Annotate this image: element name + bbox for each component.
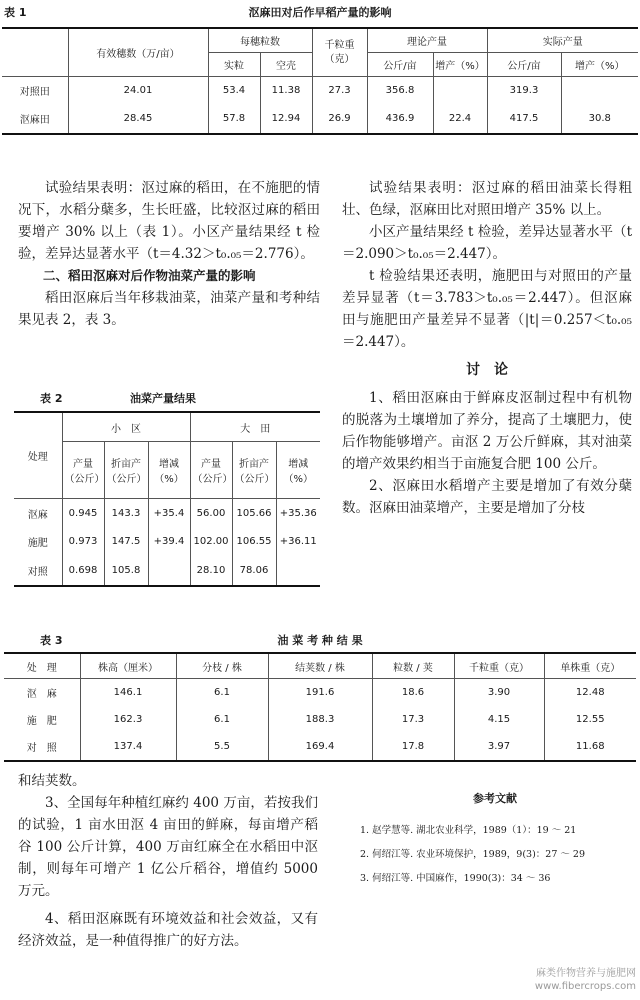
cell: 147.5 — [104, 527, 148, 555]
cell: 0.973 — [62, 527, 104, 555]
section-heading: 二、稻田沤麻对后作物油菜产量的影响 — [43, 268, 256, 283]
cell: 26.9 — [312, 103, 367, 134]
cell: 11.68 — [575, 741, 605, 752]
cell: 53.4 — [208, 77, 260, 104]
table1-header-actual: 实际产量 — [487, 28, 638, 53]
cell: 24.01 — [68, 77, 208, 104]
cell: 417.5 — [487, 103, 561, 134]
cell: 11.38 — [260, 77, 312, 104]
table-row — [2, 77, 638, 104]
left-column — [18, 177, 320, 331]
table3-header: 株高（厘米） — [80, 653, 176, 679]
cell: 12.94 — [260, 103, 312, 134]
table2-label: 表 2 — [40, 392, 63, 405]
ttest-paragraph: t 检验结果还表明，施肥田与对照田的产量差异显著（t＝3.783＞t₀.₀₅＝2.447）。但沤麻田与施肥田产量差异不显著（|t|＝0.257＜t₀.₀₅＝2.447）。 — [342, 268, 632, 350]
cell: 6.1 — [176, 706, 268, 733]
table3-header: 千粒重（克） — [454, 653, 544, 679]
table1-header-kgw: 千粒重 （克） — [312, 28, 367, 77]
cell: 0.945 — [62, 499, 104, 528]
cell: 188.3 — [268, 706, 372, 733]
cell: 28.10 — [190, 555, 232, 586]
table-row — [14, 527, 320, 555]
table2-col-header: 增减（%） — [283, 459, 313, 485]
discussion-item: 2、沤麻田水稻增产主要是增加了有效分蘖数。沤麻田油菜增产，主要是增加了分枝 — [342, 478, 632, 516]
row-label: 对照田 — [2, 77, 68, 104]
reference-item: 2. 何绍江等. 农业环境保护，1989，9(3)：27 ～ 29 — [360, 849, 586, 860]
table3-header: 单株重（克） — [560, 662, 621, 674]
table2-title: 油菜产量结果 — [130, 392, 196, 405]
table3-header: 结荚数 / 株 — [268, 653, 372, 679]
cell: 3.97 — [454, 733, 544, 761]
cell: 319.3 — [487, 77, 561, 104]
table1-corner — [2, 28, 68, 77]
cell — [433, 77, 487, 104]
table1 — [2, 27, 638, 135]
cell: 28.45 — [68, 103, 208, 134]
cell: +35.36 — [279, 507, 317, 519]
table3-header: 处 理 — [4, 653, 80, 679]
reference-item: 1. 赵学慧等. 湖北农业科学，1989（1）：19 ～ 21 — [360, 825, 577, 836]
table2-col-header: 产量（公斤） — [190, 442, 232, 499]
result-paragraph: 试验结果表明：沤过麻的稻田，在不施肥的情况下，水稻分蘖多，生长旺盛，比较沤过麻的稻田要增产 30% 以上（表 1）。小区产量结果经 t 检验，差异达显著水平（t＝4.32＞t₀.₀₅＝2.776）。 — [18, 180, 320, 262]
table1-header-grains: 每穗粒数 — [208, 28, 312, 53]
table-row — [14, 499, 320, 528]
table2-group-plot: 小 区 — [62, 412, 190, 442]
cell: 162.3 — [80, 706, 176, 733]
row-label: 施 肥 — [4, 706, 80, 733]
discussion-item: 1、稻田沤麻由于鲜麻皮沤制过程中有机物的脱落为土壤增加了养分，提高了土壤肥力，使后作物能够增产。亩沤 2 万公斤鲜麻，其对油菜的增产效果约相当于亩施复合肥 100 公斤。 — [342, 390, 632, 472]
cell: 4.15 — [454, 706, 544, 733]
table1-header-panicles: 有效穗数（万/亩） — [68, 28, 208, 77]
cell: 17.3 — [372, 706, 454, 733]
cell: 0.698 — [62, 555, 104, 586]
cell — [276, 555, 320, 586]
watermark-line: 麻类作物营养与施肥网 — [536, 968, 636, 979]
table2-col-header: 折亩产（公斤） — [104, 442, 148, 499]
references-heading: 参考文献 — [473, 792, 517, 805]
row-label: 施肥 — [14, 527, 62, 555]
cell: 78.06 — [232, 555, 276, 586]
table3-label: 表 3 — [40, 634, 63, 647]
table2-col-header: 折亩产（公斤） — [232, 442, 276, 499]
cell: 356.8 — [367, 77, 433, 104]
cell: 102.00 — [190, 527, 232, 555]
intro-paragraph: 稻田沤麻后当年移栽油菜，油菜产量和考种结果见表 2，表 3。 — [18, 290, 320, 328]
cell: 169.4 — [268, 733, 372, 761]
continuation-text: 和结荚数。 — [18, 773, 86, 789]
table3 — [4, 652, 636, 762]
cell: 3.90 — [454, 679, 544, 707]
cell — [561, 77, 638, 104]
table1-header-empty: 空壳 — [260, 53, 312, 77]
cell: +35.4 — [148, 499, 190, 528]
cell: 12.55 — [575, 714, 605, 725]
cell: 57.8 — [208, 103, 260, 134]
cell: 22.4 — [433, 103, 487, 134]
cell: 106.55 — [232, 527, 276, 555]
references — [360, 790, 630, 884]
row-label: 对照 — [14, 555, 62, 586]
cell: 17.8 — [372, 733, 454, 761]
table3-header: 分枝 / 株 — [176, 653, 268, 679]
ttest-paragraph: 小区产量结果经 t 检验，差异达显著水平（t＝2.090＞t₀.₀₅＝2.447）。 — [342, 224, 632, 262]
table1-header-actual-yield: 公斤/亩 — [487, 53, 561, 77]
row-label: 沤麻田 — [2, 103, 68, 134]
result-paragraph: 试验结果表明：沤过麻的稻田油菜长得粗壮、色绿，沤麻田比对照田增产 35% 以上。 — [342, 180, 632, 218]
table1-header-theory: 理论产量 — [367, 28, 487, 53]
discussion-heading: 讨 论 — [466, 362, 508, 378]
table2 — [14, 411, 320, 587]
cell — [148, 555, 190, 586]
bottom-left-column — [18, 770, 318, 952]
table2-col-header: 产量（公斤） — [62, 442, 104, 499]
table-row — [4, 679, 636, 707]
cell: 27.3 — [312, 77, 367, 104]
cell: 18.6 — [372, 679, 454, 707]
cell: 5.5 — [176, 733, 268, 761]
row-label: 对 照 — [4, 733, 80, 761]
table2-treat-header: 处理 — [14, 412, 62, 499]
cell: 30.8 — [588, 112, 611, 124]
cell: 6.1 — [176, 679, 268, 707]
cell: 436.9 — [367, 103, 433, 134]
row-label: 沤麻 — [14, 499, 62, 528]
cell: 146.1 — [80, 679, 176, 707]
table-row — [14, 555, 320, 586]
table3-header: 粒数 / 荚 — [372, 653, 454, 679]
table2-col-header: 增减（%） — [148, 442, 190, 499]
right-column — [342, 177, 632, 519]
cell: 143.3 — [104, 499, 148, 528]
table3-title: 油 菜 考 种 结 果 — [277, 634, 363, 647]
cell: 191.6 — [268, 679, 372, 707]
table-row — [2, 103, 638, 134]
discussion-item: 3、全国每年种植红麻约 400 万亩，若按我们的试验，1 亩水田沤 4 亩田的鲜麻，每亩增产稻谷 100 公斤计算，400 万亩红麻全在水稻田中沤制，则每年可增产 1 亿公斤稻谷，增值约 5000 万元。 — [18, 795, 318, 899]
reference-item: 3. 何绍江等. 中国麻作，1990(3)：34 ～ 36 — [360, 873, 551, 884]
discussion-item: 4、稻田沤麻既有环境效益和社会效益，又有经济效益，是一种值得推广的好方法。 — [18, 911, 318, 949]
watermark-line: www.fibercrops.com — [534, 981, 636, 992]
table1-header-theory-yield: 公斤/亩 — [367, 53, 433, 77]
cell: 56.00 — [190, 499, 232, 528]
table-row — [4, 706, 636, 733]
table1-title: 沤麻田对后作早稻产量的影响 — [248, 6, 392, 19]
row-label: 沤 麻 — [4, 679, 80, 707]
watermark — [535, 967, 636, 993]
cell: 105.8 — [104, 555, 148, 586]
cell: 105.66 — [232, 499, 276, 528]
table1-header-actual-inc: 增产（%） — [574, 61, 625, 72]
table1-header-solid: 实粒 — [208, 53, 260, 77]
cell: +39.4 — [148, 527, 190, 555]
cell: 137.4 — [80, 733, 176, 761]
table-row — [4, 733, 636, 761]
cell: 12.48 — [575, 687, 605, 698]
table1-label: 表 1 — [4, 6, 27, 19]
table1-header-theory-inc: 增产（%） — [433, 53, 487, 77]
table2-group-field: 大 田 — [240, 423, 271, 435]
cell: +36.11 — [279, 535, 317, 547]
